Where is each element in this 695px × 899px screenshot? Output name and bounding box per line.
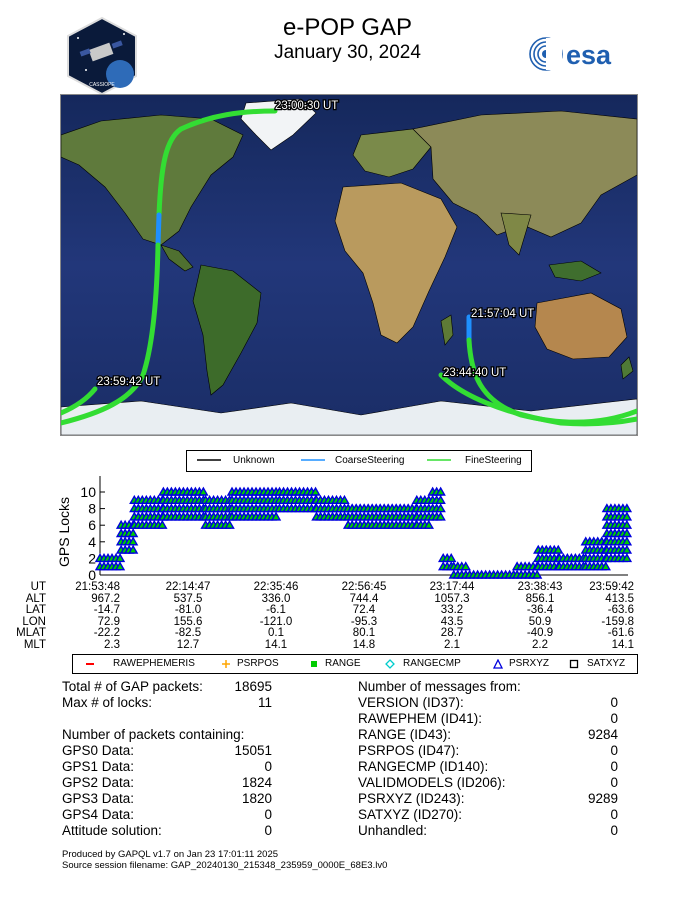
stat-label: Attitude solution:	[62, 823, 162, 838]
stat-row	[62, 807, 292, 823]
stat-value: 0	[610, 823, 618, 838]
info-cell: -36.4	[526, 604, 554, 616]
stat-row	[358, 791, 618, 807]
footer-source-file: Source session filename: GAP_20240130_215348_235959_0000E_68E3.lv0	[62, 860, 388, 871]
orbit-info-table	[0, 581, 695, 653]
info-cell: -6.1	[266, 604, 286, 616]
stat-row	[62, 727, 292, 743]
info-cell: 50.9	[528, 615, 552, 628]
row-header: LAT	[25, 604, 46, 616]
stat-row	[62, 759, 292, 775]
info-cell: 14.8	[352, 638, 376, 651]
info-cell: 2.3	[104, 638, 120, 651]
info-cell: 23:38:43	[517, 581, 563, 593]
y-tick-label: 10	[80, 484, 96, 500]
stat-label: Total # of GAP packets:	[62, 679, 203, 694]
stat-label: RANGECMP (ID140):	[358, 759, 489, 774]
svg-text:CASSIOPE: CASSIOPE	[89, 82, 115, 88]
stat-label: GPS3 Data:	[62, 791, 135, 806]
stat-value: 0	[610, 775, 618, 790]
svg-text:esa: esa	[566, 40, 612, 70]
info-cell: 72.4	[352, 604, 376, 616]
stat-row	[358, 759, 618, 775]
legend-rawephemeris: RAWEPHEMERIS	[113, 658, 195, 669]
message-stats	[358, 679, 618, 839]
stat-value: 1820	[241, 791, 272, 806]
info-cell: 336.0	[261, 592, 291, 605]
stat-label: GPS2 Data:	[62, 775, 135, 790]
info-cell: -22.2	[93, 627, 120, 639]
stat-label: PSRXYZ (ID243):	[358, 791, 465, 806]
gps-locks-chart	[0, 474, 695, 584]
orbit-map	[60, 94, 638, 436]
info-cell: 856.1	[525, 592, 555, 605]
stat-value: 1824	[241, 775, 272, 790]
stat-label: RAWEPHEM (ID41):	[358, 711, 483, 726]
stat-row	[358, 807, 618, 823]
packet-stats	[62, 679, 292, 839]
stat-label: VERSION (ID37):	[358, 695, 464, 710]
legend-fine-steering: FineSteering	[465, 455, 522, 466]
info-cell: 22:35:46	[253, 581, 299, 593]
legend-rangecmp: RANGECMP	[403, 658, 461, 669]
stat-row	[62, 679, 292, 695]
y-axis-label: GPS Locks	[56, 496, 72, 568]
stat-value: 11	[257, 695, 272, 710]
stat-value: 15051	[234, 743, 272, 758]
stat-row	[358, 775, 618, 791]
message-legend	[72, 654, 638, 674]
info-cell: -81.0	[174, 604, 202, 616]
stat-label: VALIDMODELS (ID206):	[358, 775, 506, 790]
stat-value: 18695	[234, 679, 272, 694]
y-tick-label: 6	[88, 517, 96, 534]
track-legend	[186, 450, 532, 472]
info-cell: -82.5	[174, 627, 202, 639]
info-cell: 155.6	[173, 615, 203, 628]
info-cell: 23:17:44	[429, 581, 475, 593]
world-map	[61, 95, 637, 435]
legend-range: RANGE	[325, 658, 361, 669]
stat-value: 9284	[587, 727, 618, 742]
info-cell: -121.0	[259, 615, 293, 628]
y-tick-label: 0	[88, 567, 96, 583]
info-cell: 23:59:42	[589, 581, 634, 593]
y-tick-label: 4	[88, 533, 96, 550]
info-cell: 22:14:47	[165, 581, 211, 593]
legend-psrxyz: PSRXYZ	[509, 658, 550, 669]
stat-value: 0	[264, 759, 272, 774]
info-cell: 14.1	[264, 638, 288, 651]
stat-label: Number of packets containing:	[62, 727, 245, 742]
info-cell: -40.9	[526, 627, 554, 639]
map-label-4: 23:44:40 UT	[443, 367, 507, 379]
info-cell: 28.7	[440, 627, 464, 639]
row-header: UT	[30, 581, 46, 593]
stat-row	[358, 711, 618, 727]
info-cell: 537.5	[173, 592, 203, 605]
stat-value: 0	[610, 711, 618, 726]
row-header: MLAT	[16, 627, 46, 639]
map-label-2: 21:57:04 UT	[471, 308, 535, 320]
info-cell: 33.2	[440, 604, 464, 616]
stat-label: RANGE (ID43):	[358, 727, 452, 742]
stat-label: GPS0 Data:	[62, 743, 135, 758]
info-cell: 72.9	[97, 615, 120, 628]
info-cell: 12.7	[176, 638, 200, 651]
row-header: ALT	[25, 592, 46, 605]
y-tick-label: 8	[88, 500, 96, 517]
info-cell: 22:56:45	[341, 581, 387, 593]
page-title: e-POP GAP	[283, 14, 412, 41]
y-tick-label: 2	[88, 550, 96, 567]
info-cell: 43.5	[440, 615, 464, 628]
stat-label: Number of messages from:	[358, 679, 521, 694]
info-cell: -159.8	[601, 615, 634, 628]
stat-label: GPS1 Data:	[62, 759, 135, 774]
row-header: MLT	[23, 638, 46, 651]
stat-label: Max # of locks:	[62, 695, 153, 710]
stat-row	[62, 823, 292, 839]
info-cell: -61.6	[607, 627, 634, 639]
stat-row	[62, 743, 292, 759]
info-cell: 21:53:48	[75, 581, 120, 593]
info-cell: 0.1	[268, 627, 284, 639]
info-cell: 967.2	[91, 592, 120, 605]
stat-row	[358, 743, 618, 759]
stat-row	[62, 695, 292, 711]
stat-value: 0	[610, 807, 618, 822]
stat-label: PSRPOS (ID47):	[358, 743, 460, 758]
stat-row	[62, 791, 292, 807]
stat-row	[358, 695, 618, 711]
info-cell: 413.5	[605, 592, 634, 605]
map-label-3: 23:59:42 UT	[97, 376, 161, 388]
map-label-1: 23:00:30 UT	[275, 100, 339, 112]
stat-value: 0	[264, 807, 272, 822]
stat-row	[358, 679, 618, 695]
info-cell: 744.4	[349, 592, 379, 605]
info-cell: -63.6	[607, 604, 634, 616]
info-cell: -14.7	[93, 604, 120, 616]
stat-row	[358, 727, 618, 743]
info-cell: 80.1	[352, 627, 376, 639]
stat-label: Unhandled:	[358, 823, 428, 838]
row-header: LON	[22, 615, 46, 628]
stat-value: 0	[264, 823, 272, 838]
footer-produced-by: Produced by GAPQL v1.7 on Jan 23 17:01:11 2025	[62, 849, 279, 860]
info-cell: -95.3	[350, 615, 378, 628]
legend-unknown: Unknown	[233, 455, 275, 466]
page-date: January 30, 2024	[274, 42, 421, 63]
stat-row	[62, 711, 292, 727]
info-cell: 1057.3	[434, 592, 470, 605]
track-segment-coarse-1	[158, 215, 159, 245]
stat-value: 9289	[587, 791, 618, 806]
stat-row	[358, 823, 618, 839]
info-cell: 14.1	[611, 638, 634, 651]
stat-label: SATXYZ (ID270):	[358, 807, 463, 822]
legend-psrpos: PSRPOS	[237, 658, 279, 669]
stat-value: 0	[610, 695, 618, 710]
stat-label: GPS4 Data:	[62, 807, 135, 822]
info-cell: 2.1	[444, 638, 460, 651]
info-cell: 2.2	[532, 638, 548, 651]
mission-logo	[62, 16, 142, 96]
esa-logo	[526, 34, 636, 74]
legend-coarse-steering: CoarseSteering	[335, 455, 405, 466]
legend-satxyz: SATXYZ	[587, 658, 626, 669]
stat-value: 0	[610, 743, 618, 758]
stat-row	[62, 775, 292, 791]
stat-value: 0	[610, 759, 618, 774]
